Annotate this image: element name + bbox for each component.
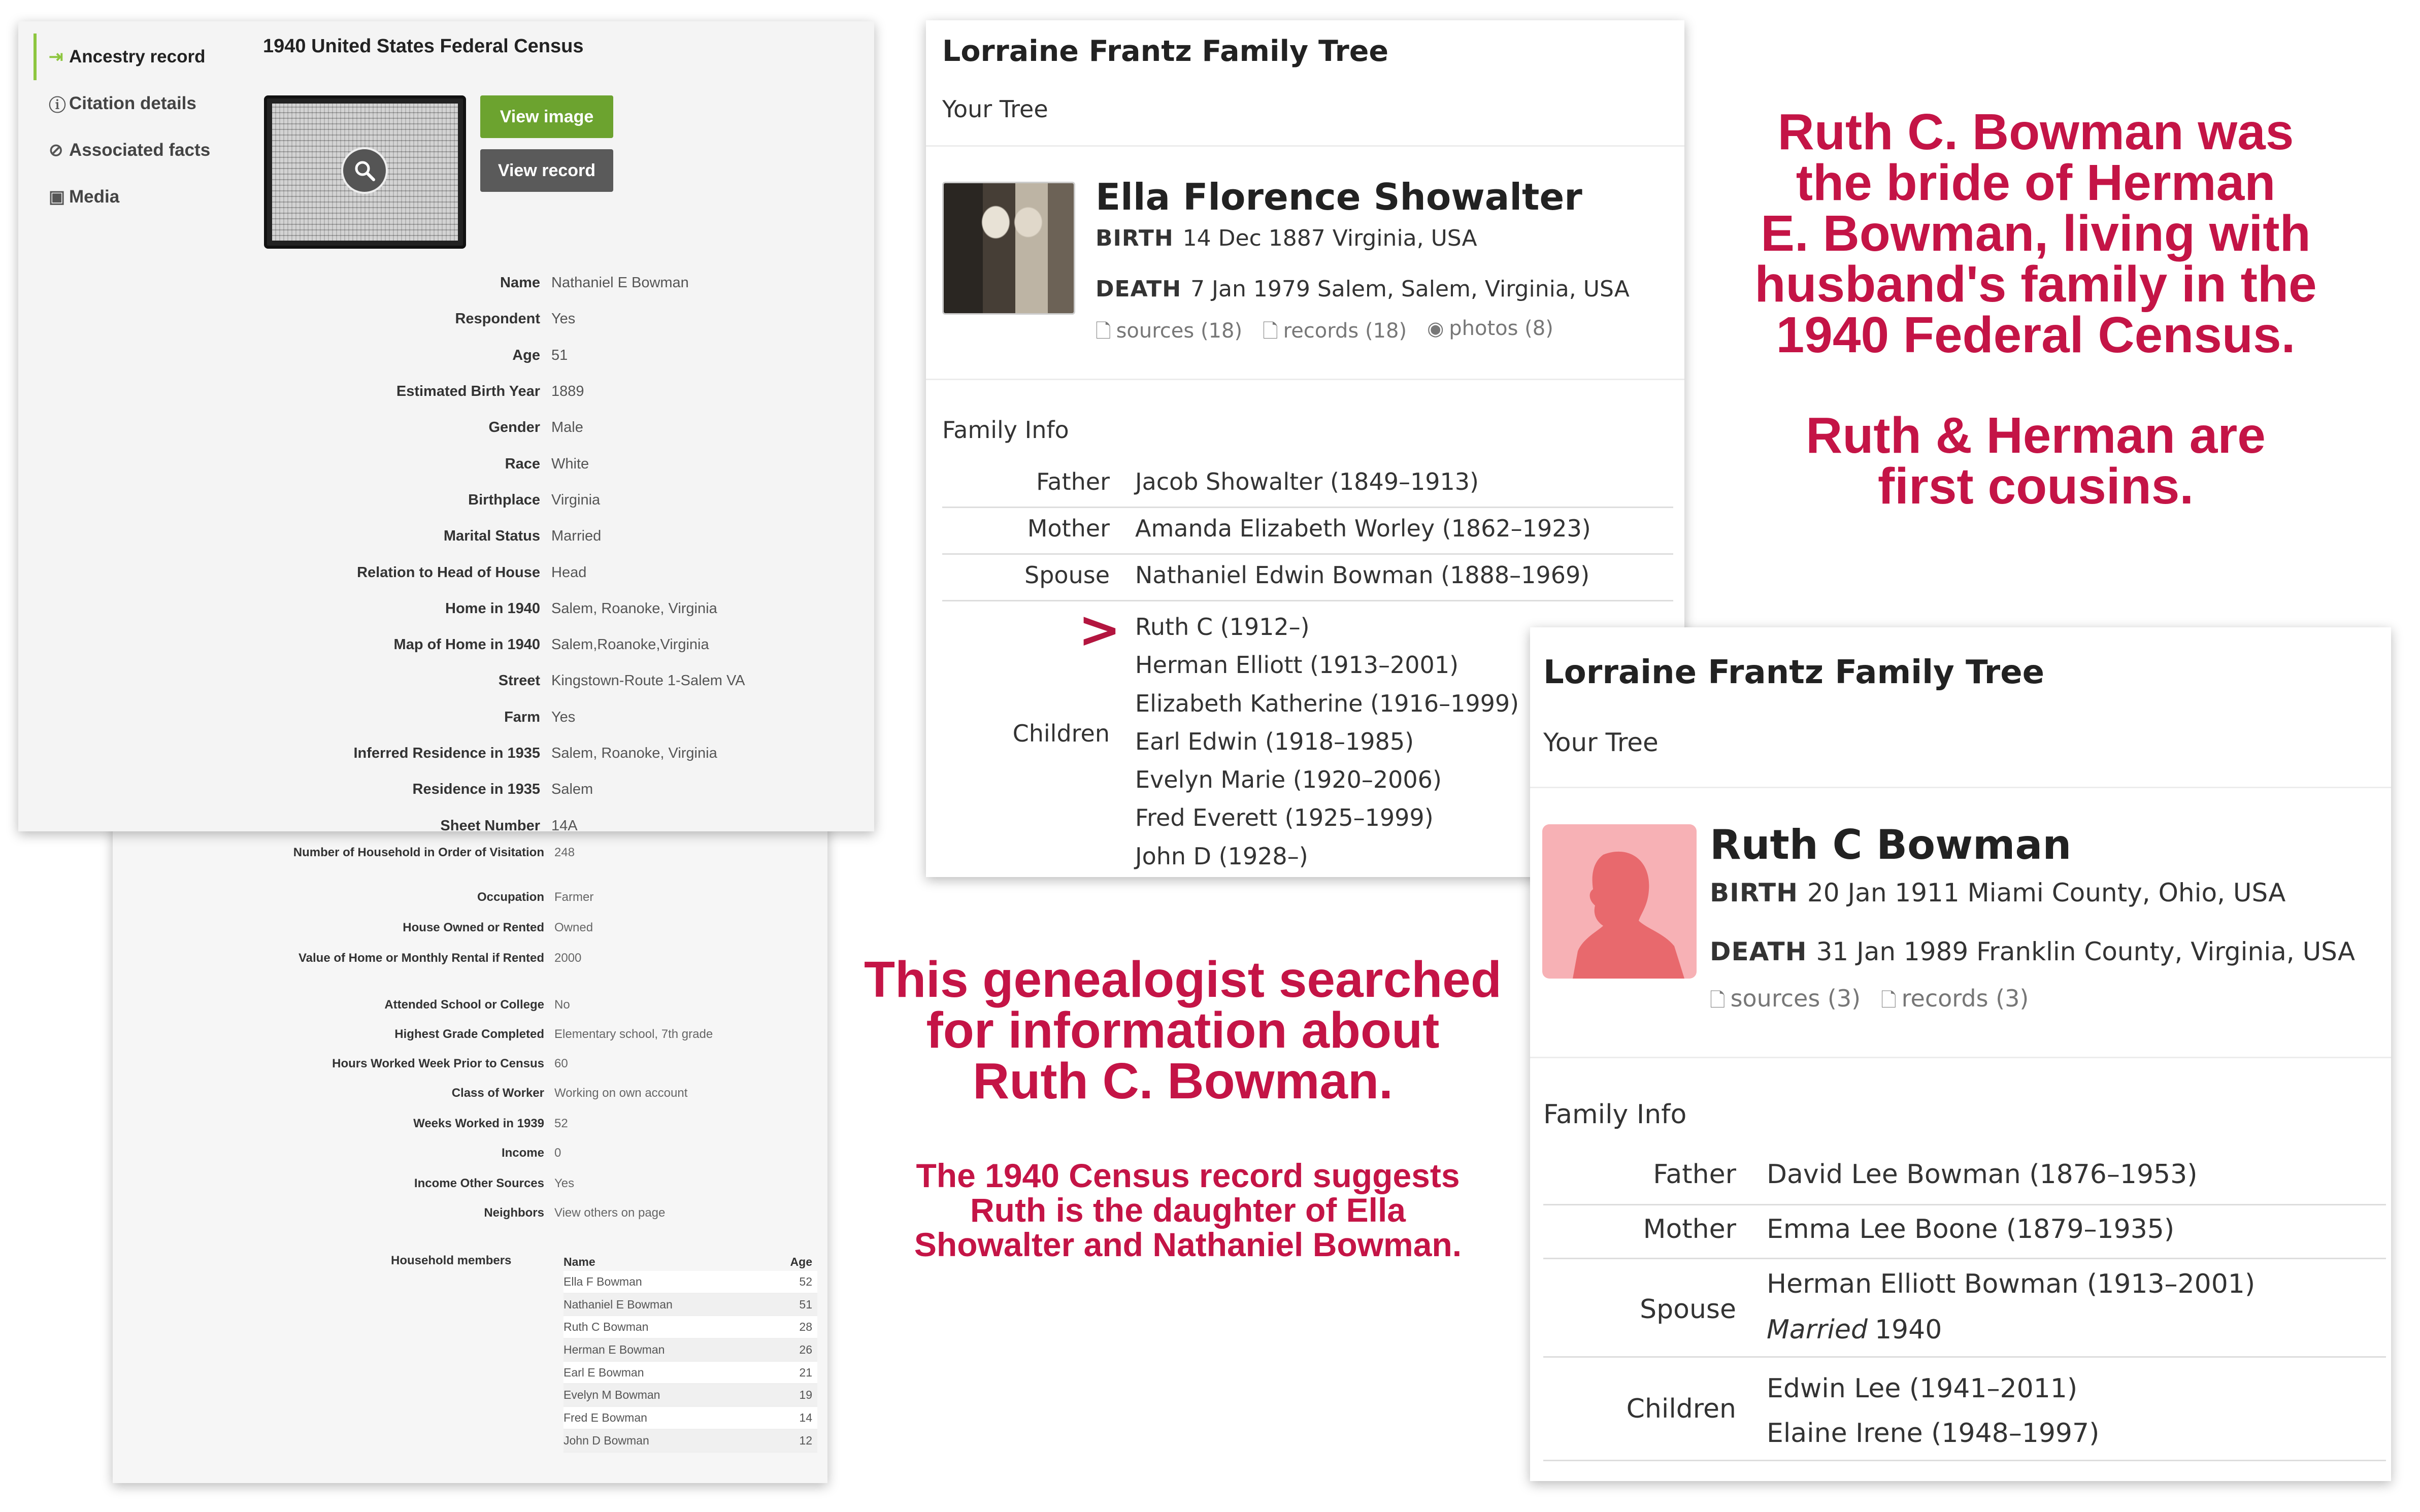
census-field-row [18, 771, 874, 808]
child-link[interactable]: Edwin Lee (1941–2011) [1767, 1373, 2078, 1404]
birth-fact [1710, 878, 2285, 908]
census-field-value: Kingstown-Route 1-Salem VA [551, 673, 745, 689]
document-icon: 🗋 [1710, 989, 1726, 1011]
census-field-row [113, 995, 808, 1015]
photos-link[interactable]: ◉ photos (8) [1427, 317, 1553, 340]
census-field-label: Hours Worked Week Prior to Census [332, 1057, 544, 1070]
census-field-row [18, 627, 874, 663]
census-field-value: White [551, 455, 589, 472]
census-field-value: Nathaniel E Bowman [551, 275, 689, 291]
census-field-row [18, 446, 874, 482]
household-member-age: 14 [799, 1410, 812, 1424]
household-member-age: 26 [799, 1342, 812, 1356]
household-header [563, 1253, 817, 1271]
child-link[interactable]: Earl Edwin (1918–1985) [1135, 727, 1414, 755]
household-member-age: 52 [799, 1274, 812, 1288]
census-field-label: Weeks Worked in 1939 [413, 1117, 544, 1130]
census-field-row [113, 1203, 808, 1223]
annotation-bride [1721, 104, 2350, 363]
birth-fact [1096, 225, 1477, 251]
census-field-label: Map of Home in 1940 [393, 636, 540, 653]
child-link[interactable]: Elizabeth Katherine (1916–1999) [1135, 689, 1519, 717]
annotation-line: Showalter and Nathaniel Bowman. [914, 1226, 1462, 1263]
married-label: Married [1767, 1315, 1868, 1345]
child-link[interactable]: Herman Elliott (1913–2001) [1135, 651, 1459, 679]
census-field-value: Farmer [554, 890, 594, 904]
census-field-row [18, 591, 874, 627]
father-label: Father [1653, 1159, 1736, 1190]
arrow-right-icon: ⇥ [49, 47, 63, 66]
census-field-row [113, 1173, 808, 1194]
child-link[interactable]: John D (1928–) [1135, 842, 1308, 870]
birth-value: 14 Dec 1887 Virginia, USA [1182, 225, 1477, 251]
spouse-label: Spouse [1640, 1294, 1736, 1325]
records-link[interactable]: 🗋 records (18) [1263, 319, 1407, 343]
census-field-label: Birthplace [468, 491, 540, 508]
census-field-label: Respondent [455, 311, 540, 327]
annotation-searched [858, 951, 1508, 1110]
household-member-name: Earl E Bowman [563, 1365, 644, 1379]
census-fields [18, 265, 874, 831]
annotation-line: for information about [926, 1002, 1440, 1059]
census-field-label: Neighbors [484, 1206, 544, 1220]
spouse-row [1543, 1294, 1736, 1325]
household-member-name: Evelyn M Bowman [563, 1388, 660, 1402]
father-link[interactable]: Jacob Showalter (1849–1913) [1135, 468, 1479, 495]
child-link[interactable]: Elaine Irene (1948–1997) [1767, 1418, 2100, 1449]
census-field-row [18, 808, 874, 831]
nav-associated-facts[interactable] [34, 127, 252, 174]
census-image-thumbnail[interactable] [264, 95, 466, 249]
household-member-row[interactable] [563, 1362, 817, 1385]
census-field-label: Relation to Head of House [357, 564, 540, 581]
census-field-value: Salem, Roanoke, Virginia [551, 745, 717, 761]
annotation-line: husband's family in the [1754, 256, 2317, 313]
census-field-label: Farm [504, 709, 540, 725]
child-link[interactable]: Fred Everett (1925–1999) [1135, 804, 1434, 832]
birth-value: 20 Jan 1911 Miami County, Ohio, USA [1807, 878, 2286, 908]
nav-label: Associated facts [69, 140, 211, 160]
census-field-value: Virginia [551, 491, 601, 508]
census-field-row [113, 948, 808, 968]
household-member-row[interactable] [563, 1384, 817, 1407]
children-label: Children [1012, 720, 1110, 747]
magnify-icon[interactable] [341, 147, 388, 194]
document-icon: 🗋 [1096, 320, 1111, 342]
census-field-value: Salem, Roanoke, Virginia [551, 600, 717, 617]
portrait-photo[interactable] [942, 182, 1075, 315]
census-field-row [18, 301, 874, 337]
census-field-row [113, 843, 808, 863]
family-info-heading: Family Info [1543, 1099, 1687, 1130]
census-field-value: 2000 [554, 951, 582, 965]
census-field-row [18, 699, 874, 735]
death-fact [1096, 276, 1630, 302]
child-link[interactable]: Ruth C (1912–) [1135, 613, 1310, 641]
census-field-row [18, 410, 874, 446]
household-member-row[interactable] [563, 1271, 817, 1294]
children-label: Children [1626, 1394, 1736, 1424]
info-icon: ⓘ [49, 95, 66, 115]
census-field-row [113, 1114, 808, 1134]
children-label-row [1543, 1394, 1736, 1424]
mother-link[interactable]: Amanda Elizabeth Worley (1862–1923) [1135, 515, 1591, 542]
household-member-age: 28 [799, 1320, 812, 1334]
census-field-label: Attended School or College [384, 998, 544, 1012]
census-field-label: Home in 1940 [445, 600, 540, 617]
record-side-nav [34, 33, 252, 220]
annotation-line: Ruth C. Bowman was [1777, 104, 2294, 160]
nav-ancestry-record[interactable] [34, 33, 252, 80]
children-label-row [942, 720, 1110, 747]
death-label: DEATH [1096, 276, 1182, 302]
census-field-row [18, 265, 874, 301]
census-field-label: Occupation [477, 890, 544, 904]
census-field-label: Inferred Residence in 1935 [353, 745, 540, 761]
census-record-card [18, 21, 874, 831]
census-field-value: Yes [551, 709, 576, 725]
document-icon: 🗋 [1881, 989, 1897, 1011]
household-member-row[interactable] [563, 1294, 817, 1317]
sources-link[interactable]: 🗋 sources (18) [1096, 319, 1243, 343]
annotation-line: Ruth is the daughter of Ella [970, 1191, 1406, 1229]
census-field-label: Race [505, 455, 540, 472]
census-field-value: Owned [554, 921, 593, 934]
father-row [1543, 1159, 2198, 1190]
person-meta-links [1710, 985, 2029, 1019]
household-member-row[interactable] [563, 1407, 817, 1430]
census-field-label: Income Other Sources [414, 1177, 544, 1190]
father-link[interactable]: David Lee Bowman (1876–1953) [1767, 1159, 2198, 1190]
census-field-value: 1889 [551, 383, 584, 400]
family-info-heading: Family Info [942, 416, 1069, 444]
census-field-label: Income [501, 1146, 544, 1160]
married-year: 1940 [1874, 1315, 1942, 1345]
nav-label: Citation details [69, 93, 196, 113]
household-member-row[interactable] [563, 1316, 817, 1339]
avatar-silhouette[interactable] [1542, 824, 1697, 979]
census-field-value: 60 [554, 1057, 568, 1070]
census-field-label: Sheet Number [440, 817, 540, 831]
household-member-row[interactable] [563, 1430, 817, 1453]
mother-label: Mother [1643, 1214, 1736, 1245]
census-field-value: Salem,Roanoke,Virginia [551, 636, 709, 653]
death-value: 31 Jan 1989 Franklin County, Virginia, USA [1816, 937, 2356, 966]
household-member-name: Ruth C Bowman [563, 1320, 649, 1334]
annotation-suggests [863, 1158, 1513, 1262]
census-field-row [113, 918, 808, 938]
annotation-line: first cousins. [1877, 458, 2194, 515]
census-field-value: Yes [551, 311, 576, 327]
census-field-label: Value of Home or Monthly Rental if Rented [298, 951, 544, 965]
tag-icon: ⊘ [49, 141, 63, 160]
census-field-label: Age [512, 347, 540, 363]
census-field-row [113, 1143, 808, 1163]
household-member-name: Nathaniel E Bowman [563, 1297, 673, 1311]
nav-citation-details[interactable] [34, 80, 252, 127]
document-icon: 🗋 [1263, 320, 1278, 342]
image-icon: ▣ [49, 187, 65, 207]
mother-label: Mother [1027, 515, 1110, 542]
pointer-arrow-icon: > [1078, 600, 1121, 659]
tree-card-ruth [1530, 627, 2391, 1481]
father-row [942, 468, 1479, 495]
annotation-line: Ruth & Herman are [1806, 407, 2266, 464]
census-field-label: Street [498, 673, 540, 689]
census-record-continuation [113, 822, 827, 1483]
census-field-row [113, 887, 808, 908]
annotation-line: 1940 Federal Census. [1776, 307, 2296, 363]
person-meta-links [1096, 317, 1553, 350]
census-field-value: 14A [551, 817, 578, 831]
census-field-row [18, 663, 874, 699]
mother-link[interactable]: Emma Lee Boone (1879–1935) [1767, 1214, 2175, 1245]
annotation-line: Ruth C. Bowman. [973, 1053, 1393, 1110]
census-field-value: 248 [554, 846, 575, 859]
census-field-row [113, 1054, 808, 1074]
census-field-row [18, 735, 874, 771]
census-field-value: Elementary school, 7th grade [554, 1027, 713, 1041]
census-field-label: Residence in 1935 [412, 781, 540, 798]
household-member-name: Fred E Bowman [563, 1410, 647, 1424]
annotation-cousins [1721, 407, 2350, 515]
birth-label: BIRTH [1710, 878, 1798, 908]
census-field-row [18, 482, 874, 518]
census-field-value: 51 [551, 347, 568, 363]
census-field-label: Name [500, 275, 540, 291]
household-member-age: 19 [799, 1388, 812, 1402]
sources-link[interactable]: 🗋 sources (3) [1710, 985, 1861, 1012]
records-link[interactable]: 🗋 records (3) [1881, 985, 2029, 1012]
death-value: 7 Jan 1979 Salem, Salem, Virginia, USA [1190, 276, 1630, 302]
child-link[interactable]: Evelyn Marie (1920–2006) [1135, 766, 1442, 794]
annotation-line: This genealogist searched [864, 951, 1502, 1008]
tree-subtitle: Your Tree [942, 95, 1048, 123]
household-member-name: John D Bowman [563, 1433, 649, 1447]
household-member-age: 12 [799, 1433, 812, 1447]
nav-media[interactable] [34, 174, 252, 220]
census-field-value: Salem [551, 781, 593, 798]
household-member-age: 21 [799, 1365, 812, 1379]
person-name: Ella Florence Showalter [1096, 176, 1582, 218]
married-row [1767, 1315, 1942, 1345]
census-field-value: Working on own account [554, 1086, 688, 1100]
census-field-row [113, 1083, 808, 1103]
census-field-label: Marital Status [443, 528, 540, 545]
census-field-label: Gender [488, 419, 540, 436]
census-field-value: Male [551, 419, 583, 436]
death-label: DEATH [1710, 937, 1807, 966]
census-field-value: 0 [554, 1146, 561, 1160]
birth-label: BIRTH [1096, 225, 1174, 251]
census-field-value: Yes [554, 1177, 575, 1190]
household-member-name: Herman E Bowman [563, 1342, 665, 1356]
census-field-value: Married [551, 528, 602, 545]
census-field-label: Class of Worker [451, 1086, 544, 1100]
household-age-header: Age [790, 1255, 812, 1268]
tree-title[interactable]: Lorraine Frantz Family Tree [942, 35, 1389, 68]
household-member-row[interactable] [563, 1339, 817, 1362]
children-list [1767, 1366, 2099, 1456]
census-field-row [18, 374, 874, 410]
census-field-row [18, 338, 874, 374]
household-name-header: Name [563, 1255, 595, 1268]
camera-icon: ◉ [1427, 317, 1444, 340]
census-field-value[interactable]: View others on page [554, 1206, 666, 1220]
view-record-button[interactable]: View record [480, 149, 613, 192]
person-name: Ruth C Bowman [1710, 821, 2072, 868]
annotation-line: the bride of Herman [1796, 154, 2276, 211]
household-members-label: Household members [391, 1254, 512, 1267]
household-member-age: 51 [799, 1297, 812, 1311]
view-image-button[interactable]: View image [480, 95, 613, 138]
tree-subtitle: Your Tree [1543, 728, 1659, 757]
household-member-name: Ella F Bowman [563, 1274, 642, 1288]
household-rows [563, 1271, 817, 1453]
death-fact [1710, 937, 2355, 966]
mother-row [942, 515, 1591, 542]
annotation-line: E. Bowman, living with [1761, 205, 2311, 262]
nav-label: Ancestry record [69, 47, 206, 66]
female-silhouette-icon [1542, 824, 1697, 979]
nav-label: Media [69, 187, 120, 207]
spouse-label: Spouse [1024, 561, 1110, 589]
father-label: Father [1036, 468, 1110, 495]
census-field-label: Number of Household in Order of Visitation [293, 846, 544, 859]
census-field-label: House Owned or Rented [403, 921, 544, 934]
census-field-value: Head [551, 564, 587, 581]
spouse-link[interactable]: Nathaniel Edwin Bowman (1888–1969) [1135, 561, 1590, 589]
record-title: 1940 United States Federal Census [263, 36, 584, 57]
annotation-line: The 1940 Census record suggests [916, 1157, 1460, 1194]
census-field-row [18, 554, 874, 590]
children-list [1135, 608, 1519, 876]
tree-title[interactable]: Lorraine Frantz Family Tree [1543, 654, 2045, 691]
spouse-row [942, 561, 1589, 589]
census-field-row [18, 518, 874, 554]
spouse-link[interactable]: Herman Elliott Bowman (1913–2001) [1767, 1269, 2256, 1299]
census-field-label: Estimated Birth Year [396, 383, 540, 400]
census-field-value: No [554, 998, 570, 1012]
household-members-table [563, 1253, 817, 1453]
census-field-label: Highest Grade Completed [394, 1027, 544, 1041]
census-field-value: 52 [554, 1117, 568, 1130]
mother-row [1543, 1214, 2174, 1245]
census-field-row [113, 1024, 808, 1045]
